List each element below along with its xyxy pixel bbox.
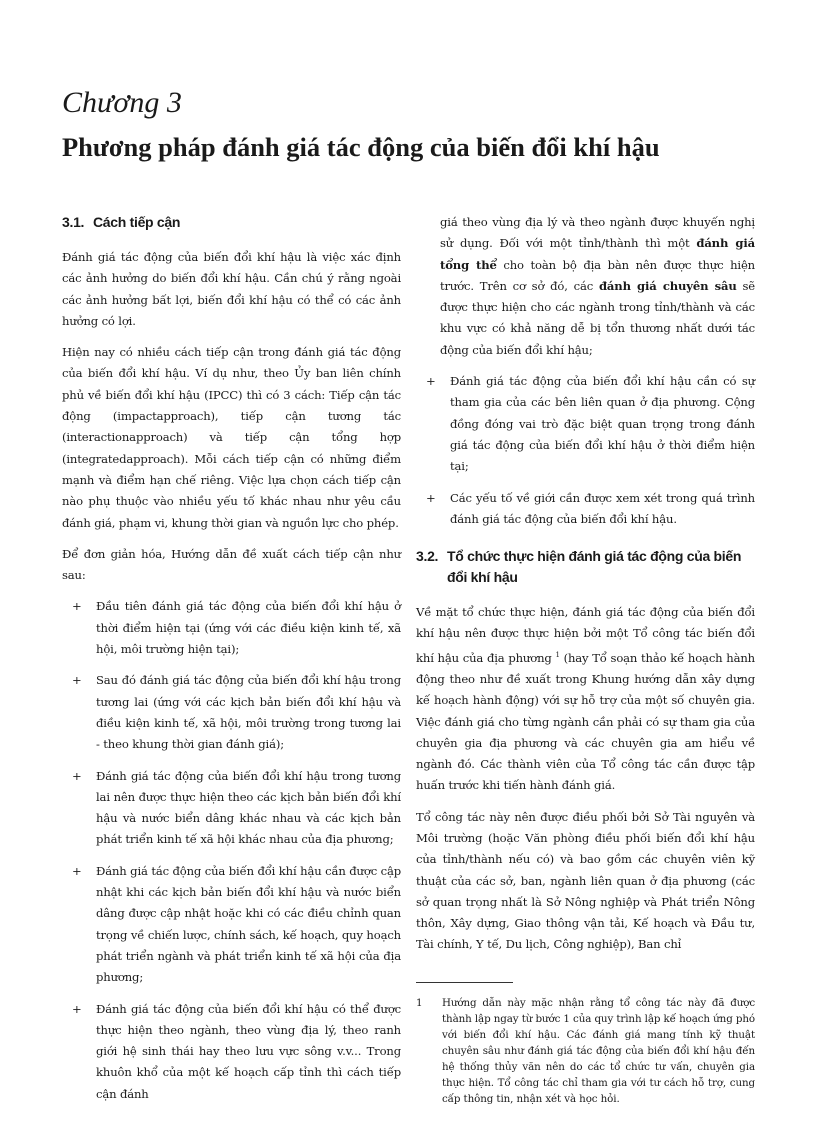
paragraph	[416, 602, 755, 797]
footnote-number: 1	[416, 996, 423, 1009]
bold-term: đánh giá tổng thể	[440, 236, 755, 272]
plus-icon: +	[72, 768, 82, 783]
plus-icon: +	[72, 863, 82, 878]
plus-icon: +	[72, 599, 82, 614]
footnote-ref[interactable]: 1	[555, 650, 560, 659]
list-item-text: Đánh giá tác động của biến đổi khí hậu có thể được thực hiện theo ngành, theo vùng địa lý, theo ranh giới hệ sinh thái hay theo lưu vực sông v.v... Trong khuôn khổ của một kế hoạch cấp tỉnh thì cách tiếp cận đánh	[96, 1001, 401, 1101]
list-item	[416, 371, 755, 477]
footnote-text: Hướng dẫn này mặc nhận rằng tổ công tác này đã được thành lập ngay từ bước 1 của quy trình lập kế hoạch ứng phó với biến đổi khí hậu. Các đánh giá mang tính kỹ thuật chuyên sâu như đánh giá tác động của biến đổi khí hậu đến hệ thống thủy văn nên do các tổ chức tư vấn, chuyên gia thực hiện. Tổ công tác chỉ tham gia với tư cách hỗ trợ, cung cấp thông tin, nhận xét và học hỏi.	[442, 996, 755, 1105]
list-item-text: Đánh giá tác động của biến đổi khí hậu cần được cập nhật khi các kịch bản biến đổi khí hậu và nước biển dâng được cập nhật hoặc khi có các điều chỉnh quan trọng về chiến lược, chính sách, kế hoạch, quy hoạch phát triển ngành và phát triển kinh tế xã hội của địa phương;	[96, 863, 401, 985]
plus-icon: +	[72, 1001, 82, 1016]
list-item	[416, 488, 755, 531]
section-number: 3.2.	[416, 548, 439, 565]
list-item-continuation	[416, 212, 755, 361]
list-item	[62, 596, 401, 660]
plus-icon: +	[426, 374, 436, 389]
section-title: Cách tiếp cận	[93, 214, 181, 230]
footnote	[416, 995, 755, 1107]
paragraph: Để đơn giản hóa, Hướng dẫn đề xuất cách tiếp cận như sau:	[62, 546, 401, 583]
list-item	[62, 999, 401, 1105]
text-run: cho toàn bộ địa bàn nên được thực hiện trước. Trên cơ sở đó, các	[440, 257, 755, 293]
text-run: sẽ được thực hiện cho các ngành trong tỉnh/thành và các khu vực có khả năng dễ bị tổn thương nhất dưới tác động của biến đổi khí hậu;	[440, 278, 755, 357]
list-item-text: Đầu tiên đánh giá tác động của biến đổi khí hậu ở thời điểm hiện tại (ứng với các điều kiện kinh tế, xã hội, môi trường hiện tại);	[96, 599, 401, 657]
approach-list	[62, 596, 401, 1105]
plus-icon: +	[72, 673, 82, 688]
list-item	[62, 670, 401, 755]
list-item-text: Các yếu tố về giới cần được xem xét trong quá trình đánh giá tác động của biến đổi khí hậu.	[450, 490, 755, 526]
section-heading-3-2	[416, 546, 755, 588]
paragraph: Hiện nay có nhiều cách tiếp cận trong đánh giá tác động của biến đổi khí hậu. Ví dụ như, theo Ủy ban liên chính phủ về biến đổi khí hậu (IPCC) thì có 3 cách: Tiếp cận tác động (impactapproach), tiếp cận tương tác (interactionapproach) và tiếp cận tổng hợp (integratedapproach). Mỗi cách tiếp cận có những điểm mạnh và điểm hạn chế riêng. Việc lựa chọn cách tiếp cận nào phụ thuộc vào nhiều yếu tố khác nhau như yêu cầu đánh giá, phạm vi, khung thời gian và nguồn lực cho phép.	[62, 345, 401, 530]
chapter-title: Phương pháp đánh giá tác động của biến đổi khí hậu	[62, 132, 660, 162]
paragraph: Đánh giá tác động của biến đổi khí hậu là việc xác định các ảnh hưởng do biến đổi khí hậu. Cần chú ý rằng ngoài các ảnh hưởng bất lợi, biến đổi khí hậu có thể có các ảnh hưởng có lợi.	[62, 250, 401, 328]
footnote-divider	[416, 982, 513, 983]
list-item-text: Đánh giá tác động của biến đổi khí hậu cần có sự tham gia của các bên liên quan ở địa phương. Cộng đồng đóng vai trò đặc biệt quan trọng trong đánh giá tác động của biến đổi khí hậu ở thời điểm hiện tại;	[450, 374, 755, 474]
text-run: (hay Tổ soạn thảo kế hoạch hành động theo như đề xuất trong Khung hướng dẫn xây dựng kế hoạch hành động) với sự hỗ trợ của một số chuyên gia. Việc đánh giá cho từng ngành cần phải có sự tham gia của chuyên gia địa phương và các chuyên gia am hiểu về ngành đó. Các thành viên của Tổ công tác cần được tập huấn trước khi tiến hành đánh giá.	[416, 650, 755, 793]
paragraph: Tổ công tác này nên được điều phối bởi Sở Tài nguyên và Môi trường (hoặc Văn phòng điều phối biến đổi khí hậu của tỉnh/thành nếu có) và bao gồm các chuyên viên kỹ thuật của các sở, ban, ngành liên quan ở địa phương (các sở quan trọng nhất là Sở Nông nghiệp và Phát triển Nông thôn, Xây dựng, Giao thông vận tải, Kế hoạch và Đầu tư, Tài chính, Y tế, Du lịch, Công nghiệp), Ban chỉ	[416, 809, 755, 952]
left-column	[62, 212, 401, 1115]
section-number: 3.1.	[62, 214, 85, 230]
list-item-text: Đánh giá tác động của biến đổi khí hậu trong tương lai nên được thực hiện theo các kịch bản biến đổi khí hậu và nước biển dâng khác nhau và các kịch bản phát triển kinh tế xã hội khác nhau của địa phương;	[96, 768, 401, 847]
list-item	[62, 766, 401, 851]
bold-term: đánh giá chuyên sâu	[598, 278, 737, 293]
chapter-label: Chương 3	[62, 86, 182, 119]
list-item	[62, 861, 401, 989]
text-run: giá theo vùng địa lý và theo ngành được khuyến nghị sử dụng. Đối với một tỉnh/thành thì một	[440, 215, 755, 251]
list-item-text: Sau đó đánh giá tác động của biến đổi khí hậu trong tương lai (ứng với các kịch bản biến đổi khí hậu và điều kiện kinh tế, xã hội, môi trường trong tương lai - theo khung thời gian đánh giá);	[96, 673, 401, 752]
plus-icon: +	[426, 490, 436, 505]
text-run: Về mặt tổ chức thực hiện, đánh giá tác động của biến đổi khí hậu nên được thực hiện bởi một Tổ công tác biến đổi khí hậu của địa phương	[416, 605, 755, 665]
approach-list-continued	[416, 371, 755, 530]
section-title: Tổ chức thực hiện đánh giá tác động của biến đổi khí hậu	[447, 548, 742, 586]
section-heading-3-1	[62, 212, 401, 233]
right-column	[416, 212, 755, 1107]
